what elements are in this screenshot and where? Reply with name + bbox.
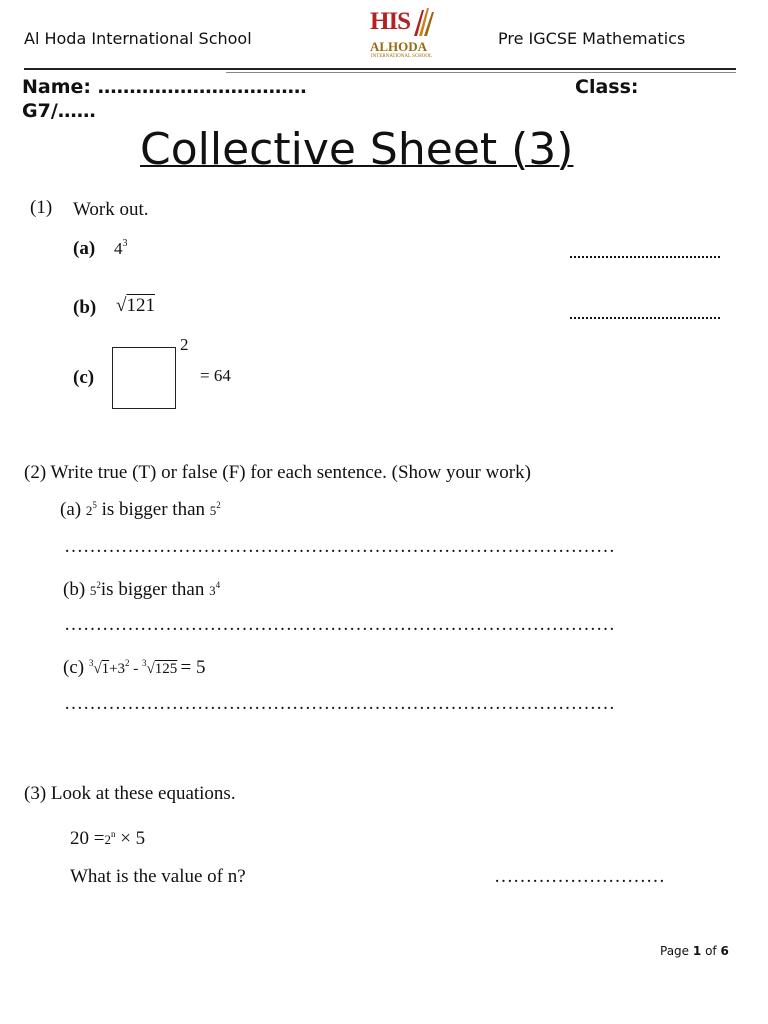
q3-equation [70, 828, 145, 850]
school-name: Al Hoda International School [24, 29, 252, 48]
q2c-minus: - [129, 661, 143, 677]
q2c-plus-term: +3 [109, 661, 126, 677]
q1a-base: 4 [114, 239, 123, 258]
q1c-label: (c) [73, 367, 95, 388]
q2c-rhs: = 5 [180, 657, 206, 678]
q2b-line [63, 579, 220, 601]
q2c-radicand2: 125 [154, 661, 178, 677]
q2a-text: is bigger than [101, 499, 206, 520]
q2b-exp1: 2 [96, 580, 101, 590]
q2b-text: is bigger than [100, 579, 205, 600]
cube-root-symbol: √ [93, 661, 102, 677]
q2c-label: (c) [63, 657, 85, 678]
q3-answer-line: ……………………… [494, 866, 665, 887]
page-number [660, 944, 729, 958]
cube-root-index-2: 3 [142, 658, 147, 668]
q1a-label: (a) [73, 238, 96, 259]
logo-sub-text: INTERNATIONAL SCHOOL [371, 54, 433, 59]
class-value: G7/…… [22, 100, 96, 122]
q1b-label: (b) [73, 297, 97, 318]
q1a-expression [114, 238, 128, 260]
q2a-exp1: 5 [92, 500, 97, 510]
q2c-radicand1: 1 [101, 661, 110, 677]
q2a-exp2: 2 [216, 500, 221, 510]
q1-number: (1) [30, 197, 53, 218]
q2b-base1: 5 [89, 583, 97, 598]
q1c-exponent: 2 [180, 335, 189, 354]
q2b-answer-line: …………………………………………………………………………… [64, 614, 615, 635]
q1a-answer-line [570, 256, 720, 258]
q2a-base2: 5 [209, 503, 217, 518]
sqrt-symbol: √ [116, 295, 127, 316]
q1c-answer-box[interactable] [112, 347, 176, 409]
cube-root-symbol-2: √ [146, 661, 155, 677]
q2c-answer-line: …………………………………………………………………………… [64, 693, 615, 714]
logo-his-text: HIS [370, 8, 411, 35]
q1b-radicand: 121 [126, 295, 155, 316]
q3-exponent: n [110, 829, 116, 839]
q3-base: 2 [104, 832, 111, 847]
q1c-rhs: = 64 [200, 366, 231, 385]
page-word: Page [660, 944, 690, 958]
q3-eq-right: × 5 [115, 828, 146, 849]
of-word: of [705, 944, 717, 958]
header-rule [24, 68, 736, 70]
cube-root-index: 3 [88, 658, 94, 668]
q1b-answer-line [570, 317, 720, 319]
q1a-exponent: 3 [122, 238, 128, 249]
name-field: Name: …………………………… [22, 76, 307, 98]
q1b-expression [116, 295, 155, 317]
book-icon [412, 6, 436, 40]
q2b-label: (b) [63, 579, 86, 600]
q2-prompt: (2) Write true (T) or false (F) for each sentence. (Show your work) [24, 462, 531, 483]
q2c-exponent: 2 [125, 658, 130, 668]
q2a-line [60, 499, 221, 521]
header-rule-thin [226, 72, 736, 73]
page-current: 1 [692, 944, 702, 958]
school-logo [368, 6, 438, 64]
q2a-label: (a) [60, 499, 82, 520]
subject-name: Pre IGCSE Mathematics [498, 29, 686, 48]
logo-brand-text: ALHODA [370, 39, 428, 54]
q3-prompt: (3) Look at these equations. [24, 783, 236, 804]
q2b-base2: 3 [209, 583, 216, 598]
q2c-line [63, 657, 206, 679]
page-total: 6 [720, 944, 729, 958]
page-title: Collective Sheet (3) [140, 124, 574, 175]
q2a-base1: 2 [85, 503, 93, 518]
q1-prompt: Work out. [73, 199, 149, 220]
class-label: Class: [575, 76, 639, 98]
q3-eq-left: 20 = [70, 828, 105, 849]
q3-question: What is the value of n? [70, 866, 246, 887]
q2a-answer-line: …………………………………………………………………………… [64, 536, 615, 557]
q2b-exp2: 4 [215, 580, 221, 590]
